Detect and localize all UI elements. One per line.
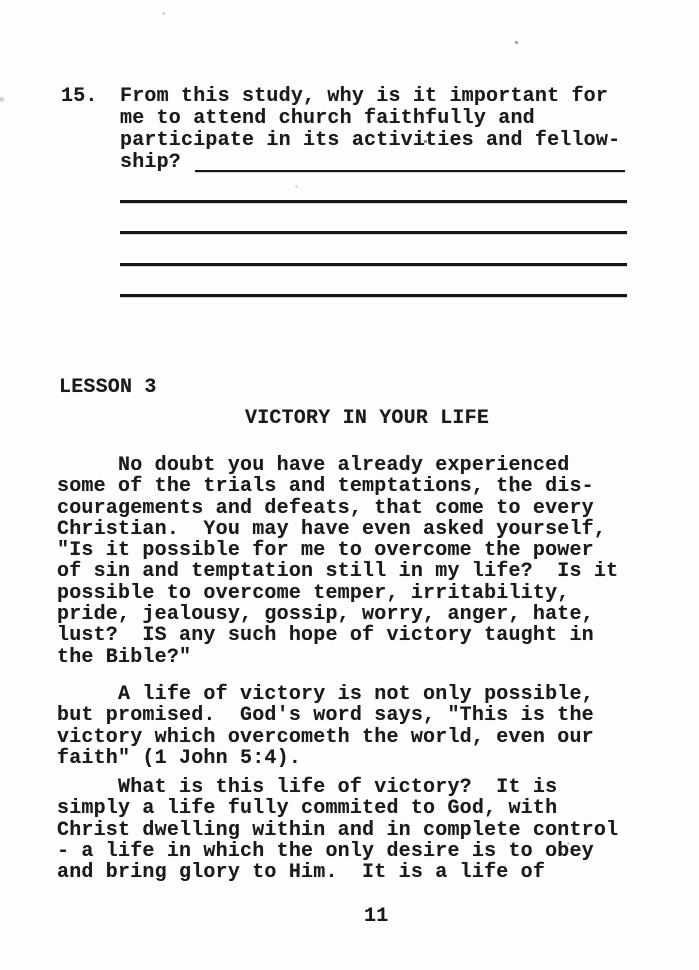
- chapter-title: VICTORY IN YOUR LIFE: [245, 407, 490, 430]
- answer-blank-line: [120, 294, 627, 297]
- body-text-line: and bring glory to Him. It is a life of: [57, 861, 546, 885]
- question-text-line: ship?: [120, 151, 182, 174]
- body-text-line: but promised. God's word says, "This is the: [57, 704, 594, 728]
- lesson-heading: LESSON 3: [59, 376, 157, 399]
- answer-blank-line: [120, 263, 627, 266]
- body-text-line: pride, jealousy, gossip, worry, anger, hate,: [57, 603, 594, 627]
- scan-speckles: [0, 0, 1, 1]
- question-number: 15.: [61, 85, 98, 108]
- page-number: 11: [364, 905, 389, 928]
- question-text-line: me to attend church faithfully and: [120, 107, 535, 130]
- body-text-line: What is this life of victory? It is: [57, 776, 558, 799]
- body-text-line: Christian. You may have even asked yourself,: [57, 517, 607, 541]
- answer-blank-line: [120, 200, 627, 203]
- paragraph: [57, 777, 618, 883]
- body-text-line: A life of victory is not only possible,: [57, 683, 594, 706]
- body-text-line: of sin and temptation still in my life? Is it: [57, 560, 619, 584]
- question-text-line: participate in its activities and fellow-: [120, 129, 621, 152]
- body-text-line: some of the trials and temptations, the dis-: [57, 475, 594, 499]
- body-text-line: the Bible?": [57, 645, 192, 669]
- body-text-line: faith" (1 John 5:4).: [57, 746, 302, 770]
- answer-blank-line: [195, 170, 625, 172]
- body-text-line: Christ dwelling within and in complete control: [57, 818, 619, 842]
- body-text-line: couragements and defeats, that come to every: [57, 496, 594, 520]
- body-text-line: "Is it possible for me to overcome the power: [57, 539, 594, 563]
- paragraph: [57, 684, 594, 769]
- body-text-line: No doubt you have already experienced: [57, 454, 570, 477]
- paragraph: [57, 455, 618, 668]
- question-text-line: From this study, why is it important for: [120, 85, 609, 108]
- body-text-line: victory which overcometh the world, even our: [57, 725, 594, 749]
- question-15-text: [120, 86, 620, 174]
- body-text-line: simply a life fully commited to God, with: [57, 797, 558, 821]
- answer-blank-line: [120, 231, 627, 234]
- body-text-line: possible to overcome temper, irritability,: [57, 581, 570, 605]
- body-text-line: lust? IS any such hope of victory taught in: [57, 624, 594, 648]
- body-text-line: - a life in which the only desire is to obey: [57, 839, 594, 863]
